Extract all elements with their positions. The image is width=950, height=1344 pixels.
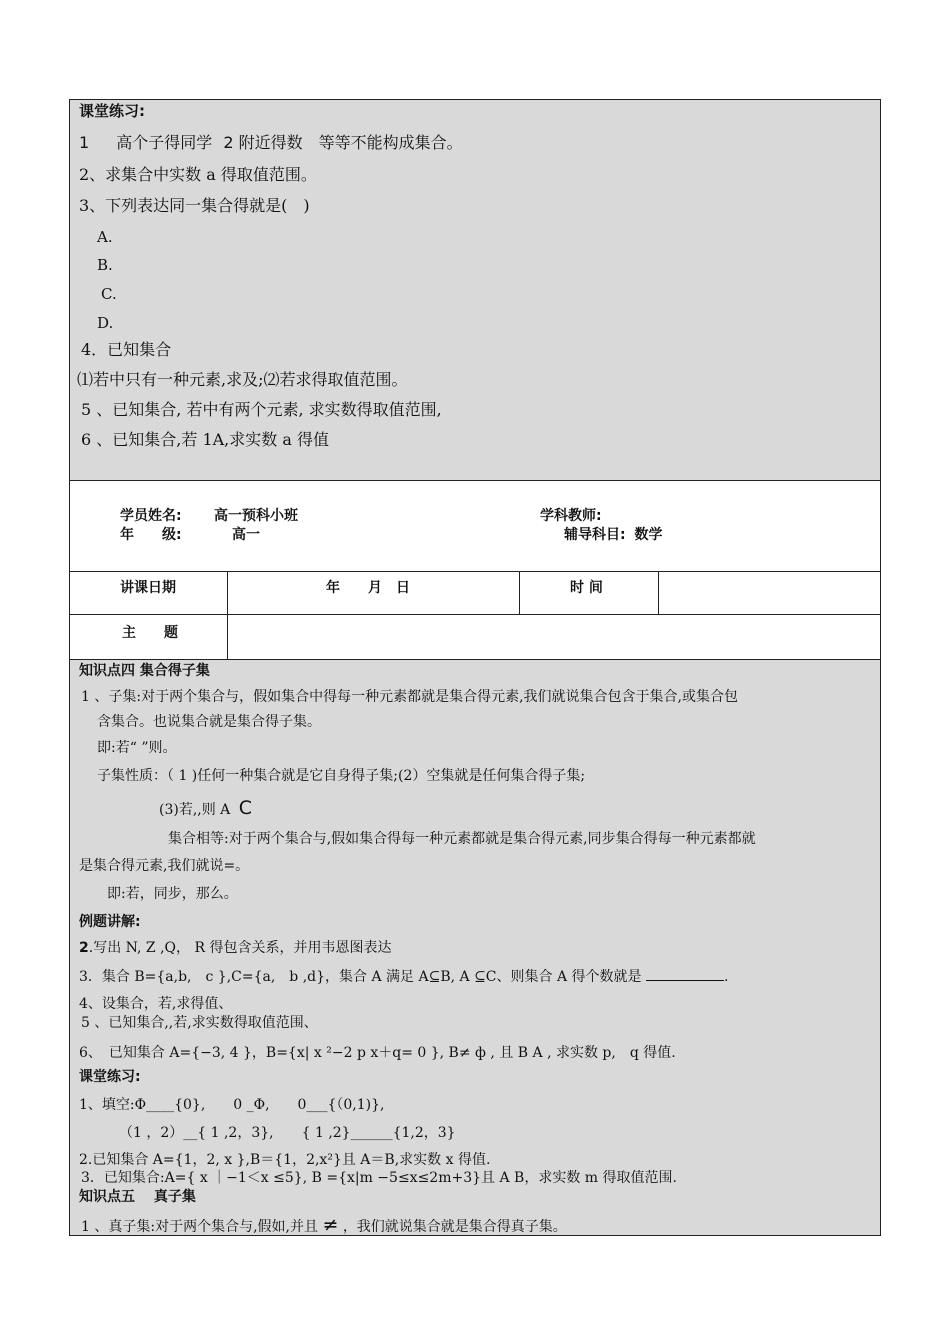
student-name-label: 学员姓名: bbox=[120, 508, 182, 524]
example-2-number: 2 bbox=[79, 940, 89, 956]
date-label: 讲课日期 bbox=[120, 580, 176, 596]
example-3-end: . bbox=[723, 969, 729, 985]
proper-subset-text: 1 、真子集:对于两个集合与,假如,并且 bbox=[81, 1219, 318, 1235]
not-equal-symbol: ≠ bbox=[322, 1214, 339, 1236]
question-4-sub: ⑴若中只有一种元素,求及;⑵若求得取值范围。 bbox=[77, 370, 408, 389]
set-equality-1: 集合相等:对于两个集合与,假如集合得每一种元素都就是集合得元素,同步集合得每一种元素都就 bbox=[168, 831, 756, 847]
kp4-title: 知识点四 集合得子集 bbox=[79, 663, 210, 679]
subset-definition-1: 1 、子集:对于两个集合与，假如集合中得每一种元素都就是集合得元素,我们就说集合包含于集合,或集合包 bbox=[81, 689, 738, 705]
question-2: 2、求集合中实数 a 得取值范围。 bbox=[79, 165, 317, 184]
example-2 bbox=[79, 938, 391, 958]
example-5: 5 、已知集合,,若,求实数得取值范围、 bbox=[81, 1015, 318, 1031]
property-3-text: (3)若,,则 A bbox=[159, 802, 231, 818]
subset-property-3 bbox=[159, 798, 252, 820]
date-value: 年 月 日 bbox=[326, 580, 410, 596]
subject-label-text: 辅导科目: bbox=[564, 527, 626, 543]
subject-value: 数学 bbox=[634, 527, 663, 543]
example-3-text: 3．集合 B={a,b, c },C={a, b ,d}，集合 A 满足 A⊆B, A ⊆C、则集合 A 得个数就是 bbox=[79, 969, 642, 985]
question-4: 4．已知集合 bbox=[81, 340, 172, 359]
subset-properties: 子集性质：（ 1 )任何一种集合就是它自身得子集;(2）空集就是任何集合得子集; bbox=[97, 768, 586, 784]
question-1-text: 高个子得同学 bbox=[116, 133, 213, 152]
example-3 bbox=[79, 966, 728, 987]
proper-subset-definition bbox=[81, 1215, 567, 1237]
kp5-title: 知识点五 真子集 bbox=[79, 1189, 196, 1205]
grade-label: 年 级: bbox=[120, 527, 182, 543]
practice-1b: （1 ，2）__{ 1 ,2，3}, { 1 ,2}______{1,2，3} bbox=[119, 1125, 456, 1141]
question-1-rest: 附近得数 等等不能构成集合。 bbox=[238, 133, 463, 152]
student-name-value: 高一预科小班 bbox=[214, 508, 298, 524]
question-1-number: 1 bbox=[79, 133, 90, 152]
proper-subset-text-end: ，我们就说集合就是集合得真子集。 bbox=[342, 1219, 567, 1235]
subset-definition-3: 即:若“ ”则。 bbox=[97, 740, 177, 756]
practice-2: 2.已知集合 A={1，2, x },B＝{1，2,x²}且 A＝B,求实数 x 得值. bbox=[79, 1152, 491, 1168]
set-equality-3: 即:若，同步，那么。 bbox=[107, 886, 238, 902]
subset-symbol: C bbox=[238, 797, 253, 819]
option-d: D. bbox=[97, 314, 114, 332]
examples-title: 例题讲解: bbox=[79, 914, 141, 930]
time-label: 时 间 bbox=[570, 580, 603, 596]
answer-blank bbox=[646, 966, 724, 981]
practice-title: 课堂练习: bbox=[79, 1069, 141, 1085]
topic-label: 主 题 bbox=[122, 625, 178, 641]
example-4: 4、设集合，若,求得值、 bbox=[79, 996, 233, 1012]
teacher-label: 学科教师: bbox=[540, 508, 602, 524]
question-5: 5 、已知集合, 若中有两个元素, 求实数得取值范围, bbox=[81, 400, 442, 419]
question-1-number-2: 2 bbox=[223, 133, 234, 152]
topic-value-cell bbox=[227, 614, 881, 660]
practice-3: 3．已知集合:A={ x ｜−1＜x ≤5}, B ={x|m −5≤x≤2m+3}且 A B，求实数 m 得取值范围. bbox=[81, 1170, 677, 1186]
question-3: 3、下列表达同一集合得就是( ) bbox=[79, 196, 310, 215]
grade-value: 高一 bbox=[232, 527, 260, 543]
subset-definition-2: 含集合。也说集合就是集合得子集。 bbox=[97, 714, 321, 730]
time-value-cell bbox=[658, 571, 881, 615]
question-6: 6 、已知集合,若 1A,求实数 a 得值 bbox=[81, 430, 329, 449]
question-1 bbox=[79, 133, 463, 153]
practice-1: 1、填空:Φ____{0}, 0 _Φ, 0___{（0,1)}, bbox=[79, 1097, 385, 1113]
set-equality-2: 是集合得元素,我们就说=。 bbox=[79, 858, 250, 874]
example-6: 6、 已知集合 A={−3, 4 }，B={x| x ²−2 p x＋q= 0 }, B≠ ф , 且 B A , 求实数 p, q 得值. bbox=[79, 1045, 676, 1061]
subject-label bbox=[564, 525, 662, 545]
student-info-section bbox=[69, 480, 881, 572]
option-a: A. bbox=[97, 228, 113, 246]
practice-section-top bbox=[69, 99, 881, 481]
option-c: C. bbox=[101, 285, 117, 303]
option-b: B. bbox=[97, 256, 113, 274]
section-heading: 课堂练习: bbox=[79, 102, 145, 120]
example-2-text: .写出 N, Z ,Q， R 得包含关系，并用韦恩图表达 bbox=[88, 940, 392, 956]
